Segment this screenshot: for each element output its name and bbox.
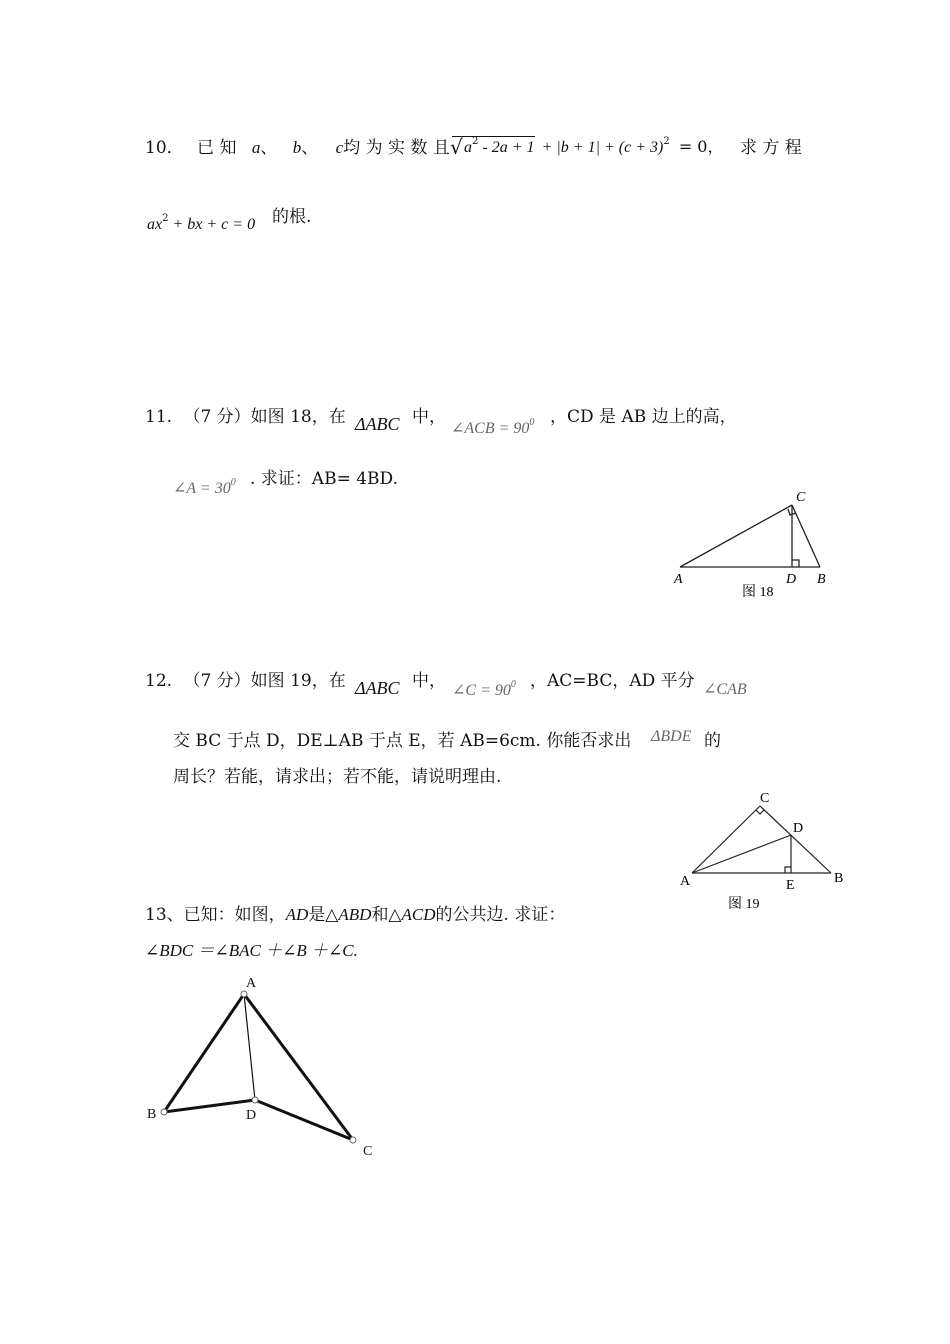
q12-line3: 周长？若能，请求出；若不能，请说明理由.: [173, 767, 502, 787]
figure-13: [140, 970, 390, 1165]
fig19-right-angle-e: [785, 867, 791, 873]
q12-angle-c: [452, 680, 516, 700]
q11-angle-a: [173, 478, 236, 498]
q10-var-a: a: [251, 138, 261, 157]
fig13-point-c: [350, 1137, 356, 1143]
q11-mid: 中，: [412, 407, 446, 427]
q11-angle-acb: [451, 418, 534, 438]
fig19-label-e: E: [786, 878, 795, 893]
q10-eqn-lhs: ax: [147, 216, 163, 233]
q10-eqn-sq: 2: [162, 213, 169, 224]
fig19-label-d: D: [793, 821, 804, 836]
fig13-label-c: C: [363, 1144, 373, 1159]
fig13-point-a: [241, 991, 247, 997]
q10-mid: 均 为 实 数 且: [343, 138, 450, 158]
q11-deg2: 0: [230, 477, 236, 488]
fig18-label-d: D: [786, 572, 797, 587]
fig19-side-cb: [760, 806, 831, 873]
fig19-label-b: B: [834, 871, 844, 886]
q11-rest: ，CD 是 AB 边上的高，: [550, 407, 737, 427]
q13-line1-mid: 是△: [308, 905, 339, 925]
q10-condition: [452, 134, 724, 157]
q10-abs-part: + |b + 1| + (c + 3): [541, 139, 664, 156]
q10-intro: 已 知: [197, 138, 237, 158]
fig13-label-a: A: [246, 976, 257, 991]
q10-eqn-tail: 的根.: [272, 207, 312, 227]
figure-19: [678, 786, 853, 916]
q12-triangle: ΔABC: [355, 678, 400, 698]
fig13-segment-ad: [244, 994, 255, 1100]
fig13-label-d: D: [246, 1108, 257, 1123]
fig13-label-b: B: [147, 1107, 157, 1122]
q13-line1-and: 和△: [371, 905, 402, 925]
sqrt-symbol-icon: √: [450, 135, 463, 159]
q11-angle-a-text: ∠A = 30: [173, 480, 231, 497]
figure-18: [672, 486, 832, 601]
q12-score: （7 分）如图 19，在: [183, 671, 346, 691]
fig19-label-a: A: [680, 874, 691, 889]
q12-line2-pre: 交 BC 于点 D，DE⊥AB 于点 E，若 AB=6cm. 你能否求出: [173, 731, 632, 751]
fig18-label-c: C: [796, 490, 806, 505]
fig19-bisector-ad: [692, 835, 791, 873]
fig13-point-b: [161, 1109, 167, 1115]
fig19-side-ac: [692, 806, 760, 873]
q11-triangle: ΔABC: [355, 414, 400, 434]
q10-rad-a: a: [464, 139, 472, 156]
q13-line1: [145, 900, 565, 925]
q12-triangle-bde: ΔBDE: [651, 728, 692, 745]
q11-proof: . 求证：AB= 4BD.: [250, 469, 398, 489]
q11-number: 11.: [145, 407, 173, 427]
fig19-caption: 图 19: [728, 897, 760, 912]
fig18-label-b: B: [817, 572, 826, 587]
fig13-side-bd: [164, 1100, 255, 1112]
fig18-right-angle-d: [792, 560, 799, 567]
fig13-point-d: [252, 1097, 258, 1103]
q13-acd: ACD: [401, 905, 436, 924]
q12-line2: [173, 726, 631, 751]
q11-angle-acb-text: ∠ACB = 90: [451, 420, 530, 437]
q10-var-b: b: [292, 138, 302, 157]
q10-line1: [145, 133, 450, 158]
q13-ad: AD: [285, 905, 309, 924]
q12-rest: ，AC=BC，AD 平分: [530, 671, 695, 691]
q10-tail: 求 方 程: [740, 138, 802, 158]
q10-eqn-rest: + bx + c = 0: [168, 216, 256, 233]
q12-line1a: [145, 666, 346, 691]
q10-radical: [452, 136, 535, 157]
q10-equation: [147, 214, 255, 234]
q13-line2: ∠BDC ＝∠BAC ＋∠B ＋∠C.: [145, 941, 358, 960]
q13-abd: ABD: [338, 905, 372, 924]
q13-line1-post: 的公共边. 求证：: [435, 905, 566, 925]
fig18-caption: 图 18: [742, 585, 774, 600]
fig19-right-angle-c: [756, 810, 764, 814]
q12-number: 12.: [145, 671, 173, 691]
q10-comma: ，: [707, 137, 724, 156]
fig18-side-cb: [792, 505, 820, 567]
q12-deg: 0: [510, 679, 516, 690]
q12-angle-cab: ∠CAB: [703, 681, 747, 698]
q12-line2-post: 的: [704, 731, 721, 751]
q11-score: （7 分）如图 18，在: [183, 407, 346, 427]
q10-eq: = 0: [678, 137, 708, 156]
q10-sep1: 、: [260, 138, 278, 158]
q10-number: 10．: [145, 138, 184, 158]
q11-line1a: [145, 402, 346, 427]
fig13-side-ab: [164, 994, 244, 1112]
q10-sq-sup: 2: [663, 136, 670, 147]
q13-line1-pre: 13、已知：如图，: [145, 905, 286, 925]
q10-sep2: 、: [301, 138, 319, 158]
q10-rad-sup: 2: [472, 136, 479, 147]
q11-deg: 0: [529, 417, 535, 428]
fig19-label-c: C: [760, 791, 770, 806]
q12-mid: 中，: [412, 671, 446, 691]
q10-rad-rest: - 2a + 1: [478, 139, 535, 156]
q10-var-c: c: [335, 138, 344, 157]
q12-angle-c-text: ∠C = 90: [452, 682, 511, 699]
fig18-side-ac: [680, 505, 792, 567]
fig18-label-a: A: [674, 572, 683, 587]
